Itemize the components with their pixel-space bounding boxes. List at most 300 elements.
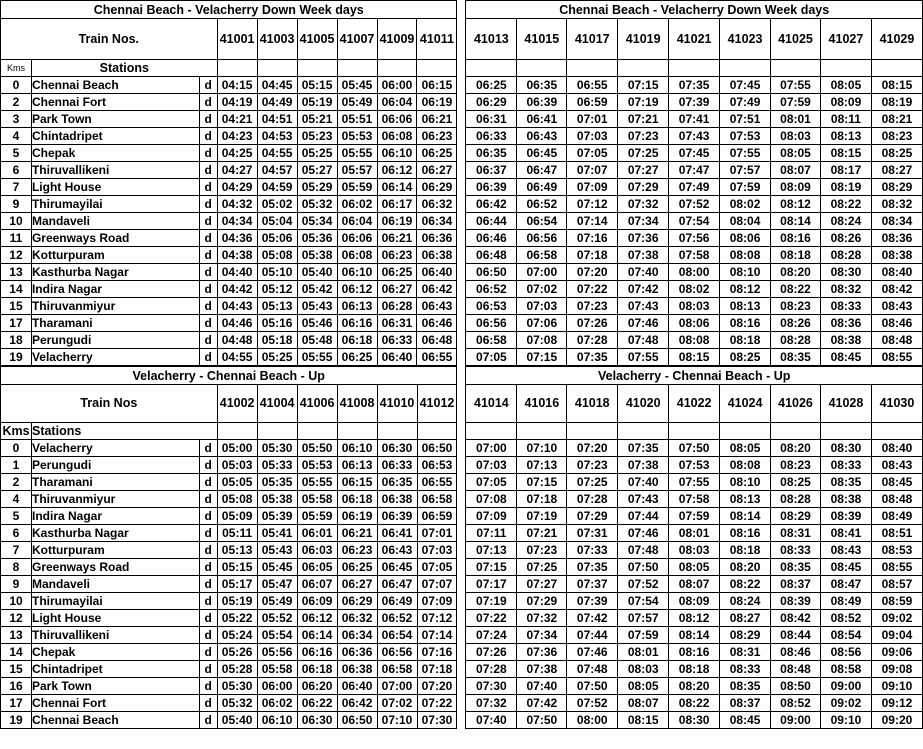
up-spacer <box>457 712 466 729</box>
up-blank-cell <box>217 423 257 440</box>
time-cell: 08:38 <box>820 491 871 508</box>
time-cell: 05:38 <box>257 491 297 508</box>
km-value: 4 <box>1 128 32 145</box>
table-row <box>1 457 923 474</box>
time-cell: 08:03 <box>771 128 821 145</box>
time-cell: 06:32 <box>417 196 457 213</box>
up-blank-cell <box>517 423 567 440</box>
time-cell: 07:44 <box>567 627 618 644</box>
time-cell: 08:35 <box>720 678 771 695</box>
time-cell: 08:44 <box>771 627 821 644</box>
down-train-number: 41015 <box>517 19 567 60</box>
time-cell: 08:17 <box>820 162 871 179</box>
time-cell: 07:18 <box>567 247 618 264</box>
time-cell: 08:05 <box>820 77 871 94</box>
time-cell: 05:15 <box>297 77 337 94</box>
time-cell: 09:02 <box>820 695 871 712</box>
time-cell: 05:50 <box>297 440 337 457</box>
time-cell: 06:33 <box>377 332 417 349</box>
time-cell: 05:32 <box>217 695 257 712</box>
km-value: 10 <box>1 213 32 230</box>
down-kms-header: Kms <box>1 60 32 77</box>
down-blank-cell <box>669 60 720 77</box>
station-name: Chennai Fort <box>31 695 199 712</box>
time-cell: 06:31 <box>466 111 517 128</box>
departure-marker: d <box>199 593 217 610</box>
departure-marker: d <box>199 440 217 457</box>
time-cell: 07:34 <box>517 627 567 644</box>
time-cell: 05:19 <box>297 94 337 111</box>
time-cell: 08:37 <box>771 576 821 593</box>
time-cell: 08:43 <box>871 298 922 315</box>
time-cell: 05:19 <box>217 593 257 610</box>
time-cell: 08:57 <box>871 576 922 593</box>
time-cell: 06:59 <box>567 94 618 111</box>
time-cell: 08:27 <box>871 162 922 179</box>
time-cell: 07:59 <box>771 94 821 111</box>
down-spacer <box>457 298 466 315</box>
time-cell: 07:37 <box>567 576 618 593</box>
time-cell: 07:55 <box>720 145 771 162</box>
time-cell: 09:02 <box>871 610 922 627</box>
time-cell: 06:21 <box>377 230 417 247</box>
time-cell: 08:45 <box>871 474 922 491</box>
time-cell: 07:06 <box>517 315 567 332</box>
up-train-number: 41022 <box>669 385 720 423</box>
time-cell: 06:40 <box>417 264 457 281</box>
time-cell: 07:25 <box>567 474 618 491</box>
time-cell: 05:00 <box>217 440 257 457</box>
time-cell: 08:08 <box>720 457 771 474</box>
time-cell: 08:46 <box>871 315 922 332</box>
down-train-number: 41005 <box>297 19 337 60</box>
time-cell: 09:10 <box>820 712 871 729</box>
time-cell: 07:27 <box>517 576 567 593</box>
time-cell: 07:49 <box>720 94 771 111</box>
time-cell: 05:57 <box>337 162 377 179</box>
time-cell: 06:06 <box>337 230 377 247</box>
time-cell: 06:55 <box>417 474 457 491</box>
time-cell: 08:15 <box>820 145 871 162</box>
departure-marker: d <box>199 298 217 315</box>
time-cell: 08:30 <box>820 440 871 457</box>
time-cell: 08:56 <box>820 644 871 661</box>
km-value: 18 <box>1 332 32 349</box>
down-spacer <box>457 349 466 366</box>
up-blank-cell <box>567 423 618 440</box>
time-cell: 07:50 <box>669 440 720 457</box>
time-cell: 08:45 <box>820 349 871 366</box>
time-cell: 08:28 <box>820 247 871 264</box>
time-cell: 05:28 <box>217 661 257 678</box>
time-cell: 07:01 <box>567 111 618 128</box>
time-cell: 05:40 <box>297 264 337 281</box>
table-row <box>1 559 923 576</box>
time-cell: 06:32 <box>337 610 377 627</box>
km-value: 0 <box>1 77 32 94</box>
table-row <box>1 542 923 559</box>
departure-marker: d <box>199 491 217 508</box>
time-cell: 08:10 <box>720 264 771 281</box>
time-cell: 06:10 <box>257 712 297 729</box>
down-train-number: 41017 <box>567 19 618 60</box>
time-cell: 07:00 <box>517 264 567 281</box>
station-name: Thirumayilai <box>31 196 199 213</box>
departure-marker: d <box>199 230 217 247</box>
time-cell: 08:08 <box>720 247 771 264</box>
station-name: Velacherry <box>31 349 199 366</box>
time-cell: 06:56 <box>377 644 417 661</box>
time-cell: 07:46 <box>618 525 669 542</box>
station-name: Light House <box>31 179 199 196</box>
time-cell: 08:05 <box>720 440 771 457</box>
time-cell: 06:13 <box>337 457 377 474</box>
time-cell: 08:02 <box>720 196 771 213</box>
time-cell: 08:01 <box>618 644 669 661</box>
departure-marker: d <box>199 162 217 179</box>
up-blank-cell <box>720 423 771 440</box>
down-spacer <box>457 281 466 298</box>
station-name: Kotturpuram <box>31 247 199 264</box>
time-cell: 08:54 <box>820 627 871 644</box>
time-cell: 06:12 <box>377 162 417 179</box>
time-cell: 09:00 <box>820 678 871 695</box>
time-cell: 06:59 <box>417 508 457 525</box>
km-value: 1 <box>1 457 32 474</box>
time-cell: 07:00 <box>466 440 517 457</box>
time-cell: 08:20 <box>720 559 771 576</box>
time-cell: 06:42 <box>466 196 517 213</box>
up-train-number: 41002 <box>217 385 257 423</box>
time-cell: 07:39 <box>669 94 720 111</box>
down-blank-cell <box>337 60 377 77</box>
time-cell: 06:18 <box>297 661 337 678</box>
time-cell: 06:15 <box>337 474 377 491</box>
up-blank-cell <box>820 423 871 440</box>
time-cell: 08:45 <box>820 559 871 576</box>
up-timetable <box>0 366 923 729</box>
time-cell: 06:02 <box>257 695 297 712</box>
up-title-row <box>1 367 923 385</box>
time-cell: 07:19 <box>618 94 669 111</box>
time-cell: 07:28 <box>567 491 618 508</box>
time-cell: 07:45 <box>669 145 720 162</box>
time-cell: 05:35 <box>257 474 297 491</box>
time-cell: 07:51 <box>720 111 771 128</box>
station-name: Chennai Beach <box>31 712 199 729</box>
time-cell: 07:21 <box>517 525 567 542</box>
down-train-number: 41009 <box>377 19 417 60</box>
time-cell: 09:08 <box>871 661 922 678</box>
time-cell: 05:56 <box>257 644 297 661</box>
departure-marker: d <box>199 315 217 332</box>
time-cell: 06:43 <box>377 542 417 559</box>
time-cell: 07:22 <box>417 695 457 712</box>
down-spacer <box>457 213 466 230</box>
time-cell: 07:43 <box>618 298 669 315</box>
up-blank-cell <box>669 423 720 440</box>
time-cell: 06:21 <box>337 525 377 542</box>
time-cell: 05:45 <box>337 77 377 94</box>
time-cell: 05:55 <box>337 145 377 162</box>
time-cell: 07:25 <box>618 145 669 162</box>
time-cell: 07:02 <box>517 281 567 298</box>
time-cell: 06:43 <box>517 128 567 145</box>
time-cell: 08:22 <box>771 281 821 298</box>
time-cell: 09:10 <box>871 678 922 695</box>
time-cell: 07:56 <box>669 230 720 247</box>
table-row <box>1 145 923 162</box>
time-cell: 06:50 <box>417 440 457 457</box>
down-blank-cell <box>517 60 567 77</box>
table-row <box>1 627 923 644</box>
time-cell: 06:25 <box>337 349 377 366</box>
departure-marker: d <box>199 627 217 644</box>
time-cell: 05:52 <box>257 610 297 627</box>
down-header-row <box>1 60 923 77</box>
time-cell: 07:38 <box>618 247 669 264</box>
time-cell: 08:19 <box>871 94 922 111</box>
departure-marker: d <box>199 111 217 128</box>
station-name: Chepak <box>31 644 199 661</box>
time-cell: 04:46 <box>217 315 257 332</box>
time-cell: 07:44 <box>618 508 669 525</box>
time-cell: 08:19 <box>820 179 871 196</box>
time-cell: 05:25 <box>297 145 337 162</box>
time-cell: 06:03 <box>297 542 337 559</box>
departure-marker: d <box>199 678 217 695</box>
up-blank-cell <box>871 423 922 440</box>
time-cell: 08:13 <box>820 128 871 145</box>
up-spacer <box>457 457 466 474</box>
time-cell: 07:22 <box>466 610 517 627</box>
time-cell: 07:59 <box>618 627 669 644</box>
time-cell: 07:16 <box>567 230 618 247</box>
down-train-number: 41027 <box>820 19 871 60</box>
time-cell: 08:46 <box>771 644 821 661</box>
km-value: 10 <box>1 593 32 610</box>
departure-marker: d <box>199 77 217 94</box>
up-train-label: Train Nos <box>1 385 218 423</box>
departure-marker: d <box>199 576 217 593</box>
time-cell: 06:31 <box>377 315 417 332</box>
down-spacer <box>457 264 466 281</box>
time-cell: 07:22 <box>567 281 618 298</box>
up-train-number: 41012 <box>417 385 457 423</box>
time-cell: 07:30 <box>417 712 457 729</box>
time-cell: 07:50 <box>567 678 618 695</box>
time-cell: 08:33 <box>771 542 821 559</box>
time-cell: 04:55 <box>257 145 297 162</box>
time-cell: 06:01 <box>297 525 337 542</box>
up-train-number: 41030 <box>871 385 922 423</box>
time-cell: 05:29 <box>297 179 337 196</box>
time-cell: 04:36 <box>217 230 257 247</box>
time-cell: 07:23 <box>517 542 567 559</box>
time-cell: 05:38 <box>297 247 337 264</box>
time-cell: 07:07 <box>417 576 457 593</box>
table-row <box>1 247 923 264</box>
time-cell: 08:39 <box>771 593 821 610</box>
time-cell: 08:35 <box>771 559 821 576</box>
time-cell: 07:43 <box>618 491 669 508</box>
time-cell: 08:05 <box>771 145 821 162</box>
up-train-number: 41010 <box>377 385 417 423</box>
up-train-number: 41028 <box>820 385 871 423</box>
up-spacer <box>457 423 466 440</box>
time-cell: 07:02 <box>377 695 417 712</box>
time-cell: 05:48 <box>297 332 337 349</box>
time-cell: 08:55 <box>871 559 922 576</box>
departure-marker: d <box>199 508 217 525</box>
time-cell: 08:25 <box>720 349 771 366</box>
time-cell: 05:30 <box>257 440 297 457</box>
up-blank-cell <box>618 423 669 440</box>
up-blank-cell <box>297 423 337 440</box>
time-cell: 05:55 <box>297 474 337 491</box>
time-cell: 05:15 <box>217 559 257 576</box>
km-value: 19 <box>1 349 32 366</box>
time-cell: 08:24 <box>720 593 771 610</box>
station-name: Thiruvanmiyur <box>31 298 199 315</box>
time-cell: 08:52 <box>771 695 821 712</box>
time-cell: 06:22 <box>297 695 337 712</box>
time-cell: 07:54 <box>669 213 720 230</box>
time-cell: 06:38 <box>337 661 377 678</box>
time-cell: 07:29 <box>567 508 618 525</box>
time-cell: 09:20 <box>871 712 922 729</box>
station-name: Perungudi <box>31 457 199 474</box>
time-cell: 07:10 <box>377 712 417 729</box>
up-spacer <box>457 440 466 457</box>
time-cell: 08:03 <box>618 661 669 678</box>
down-train-number: 41001 <box>217 19 257 60</box>
time-cell: 05:23 <box>297 128 337 145</box>
time-cell: 08:40 <box>871 440 922 457</box>
station-name: Chintadripet <box>31 661 199 678</box>
km-value: 6 <box>1 162 32 179</box>
km-value: 2 <box>1 94 32 111</box>
down-blank-cell <box>820 60 871 77</box>
time-cell: 05:04 <box>257 213 297 230</box>
time-cell: 08:00 <box>567 712 618 729</box>
time-cell: 05:16 <box>257 315 297 332</box>
time-cell: 05:22 <box>217 610 257 627</box>
time-cell: 06:39 <box>517 94 567 111</box>
station-name: Thirumayilai <box>31 593 199 610</box>
time-cell: 08:35 <box>771 349 821 366</box>
down-spacer <box>457 196 466 213</box>
time-cell: 08:43 <box>820 542 871 559</box>
up-spacer <box>457 542 466 559</box>
time-cell: 08:06 <box>720 230 771 247</box>
table-row <box>1 508 923 525</box>
time-cell: 05:43 <box>297 298 337 315</box>
up-spacer <box>457 491 466 508</box>
time-cell: 08:39 <box>820 508 871 525</box>
station-name: Thiruvanmiyur <box>31 491 199 508</box>
table-row <box>1 213 923 230</box>
time-cell: 06:04 <box>377 94 417 111</box>
time-cell: 08:03 <box>669 542 720 559</box>
time-cell: 05:47 <box>257 576 297 593</box>
time-cell: 07:05 <box>466 349 517 366</box>
time-cell: 06:50 <box>337 712 377 729</box>
time-cell: 07:35 <box>669 77 720 94</box>
time-cell: 07:00 <box>377 678 417 695</box>
up-left-title: Velacherry - Chennai Beach - Up <box>1 367 457 385</box>
time-cell: 08:37 <box>720 695 771 712</box>
time-cell: 08:49 <box>820 593 871 610</box>
departure-marker: d <box>199 247 217 264</box>
time-cell: 04:42 <box>217 281 257 298</box>
time-cell: 07:52 <box>669 196 720 213</box>
time-cell: 08:41 <box>820 525 871 542</box>
time-cell: 07:32 <box>466 695 517 712</box>
departure-marker: d <box>199 661 217 678</box>
time-cell: 06:52 <box>466 281 517 298</box>
time-cell: 07:52 <box>618 576 669 593</box>
time-cell: 04:45 <box>257 77 297 94</box>
down-train-number: 41013 <box>466 19 517 60</box>
time-cell: 08:23 <box>771 457 821 474</box>
time-cell: 08:18 <box>720 542 771 559</box>
up-train-number: 41008 <box>337 385 377 423</box>
time-cell: 08:48 <box>871 491 922 508</box>
time-cell: 07:53 <box>669 457 720 474</box>
table-row <box>1 315 923 332</box>
time-cell: 08:18 <box>771 247 821 264</box>
down-train-number: 41025 <box>771 19 821 60</box>
time-cell: 07:13 <box>517 457 567 474</box>
table-row <box>1 712 923 729</box>
time-cell: 07:57 <box>720 162 771 179</box>
time-cell: 08:22 <box>669 695 720 712</box>
time-cell: 04:25 <box>217 145 257 162</box>
time-cell: 08:13 <box>720 298 771 315</box>
time-cell: 07:26 <box>567 315 618 332</box>
time-cell: 08:49 <box>871 508 922 525</box>
time-cell: 06:27 <box>417 162 457 179</box>
time-cell: 09:00 <box>771 712 821 729</box>
time-cell: 07:42 <box>517 695 567 712</box>
time-cell: 07:47 <box>669 162 720 179</box>
down-spacer <box>457 315 466 332</box>
up-spacer <box>457 474 466 491</box>
time-cell: 07:19 <box>466 593 517 610</box>
time-cell: 06:49 <box>377 593 417 610</box>
station-name: Mandaveli <box>31 576 199 593</box>
time-cell: 08:35 <box>820 474 871 491</box>
time-cell: 08:31 <box>720 644 771 661</box>
time-cell: 06:23 <box>337 542 377 559</box>
table-row <box>1 298 923 315</box>
time-cell: 08:28 <box>771 332 821 349</box>
km-value: 9 <box>1 196 32 213</box>
up-header-row <box>1 423 923 440</box>
time-cell: 06:41 <box>377 525 417 542</box>
down-spacer <box>457 247 466 264</box>
time-cell: 04:49 <box>257 94 297 111</box>
time-cell: 05:46 <box>297 315 337 332</box>
time-cell: 06:55 <box>567 77 618 94</box>
down-timetable <box>0 0 923 366</box>
time-cell: 08:11 <box>820 111 871 128</box>
km-value: 15 <box>1 298 32 315</box>
time-cell: 07:23 <box>567 457 618 474</box>
time-cell: 07:58 <box>669 491 720 508</box>
station-name: Mandaveli <box>31 213 199 230</box>
